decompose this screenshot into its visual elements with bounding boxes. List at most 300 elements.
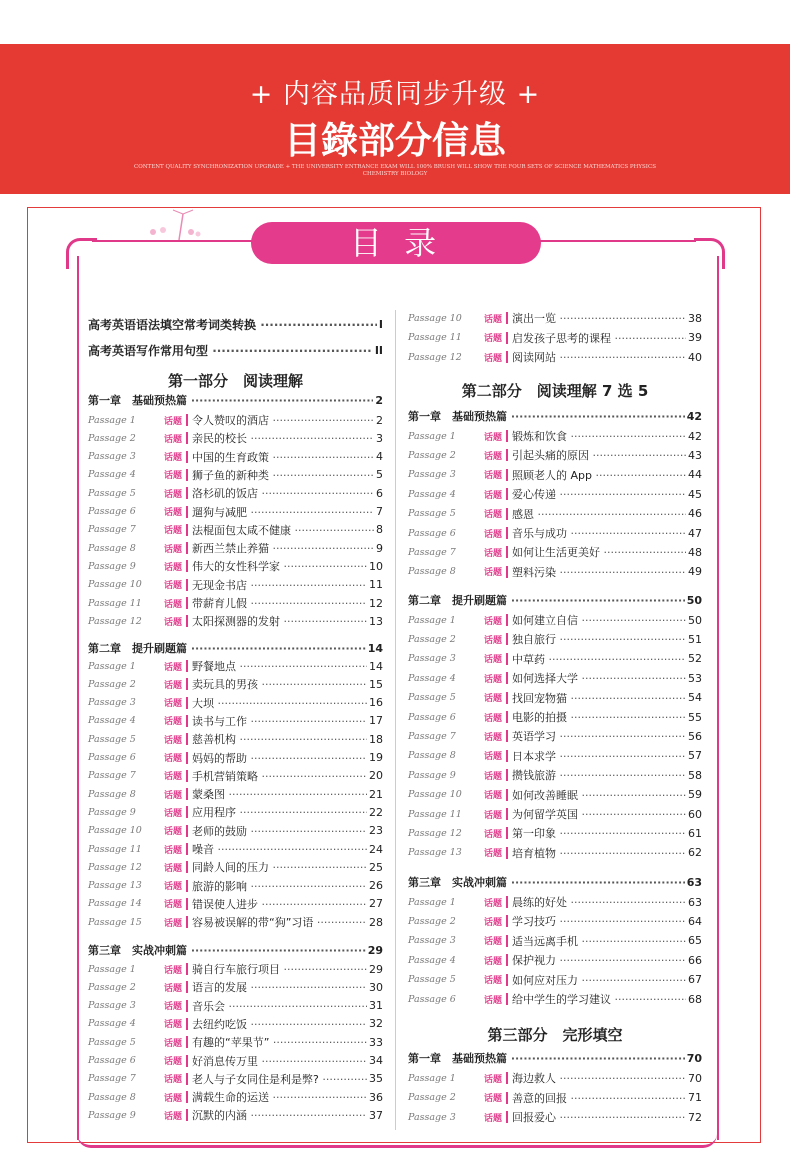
passage-label: Passage 5 xyxy=(408,692,456,704)
part-title: 第三部分 完形填空 xyxy=(487,1026,623,1044)
topic-divider xyxy=(186,678,188,690)
passage-label: Passage 2 xyxy=(408,633,456,645)
entry-page: 50 xyxy=(688,613,702,627)
entry-page: 24 xyxy=(369,842,383,856)
dandelion-icon xyxy=(143,208,203,242)
entry-title: 老人与子女同住是利是弊? ····· xyxy=(192,1071,367,1087)
entry-title: 蒙桑图 ····· xyxy=(192,786,367,802)
entry-title: 令人赞叹的酒店 ····· xyxy=(192,412,374,428)
topic-tag: 话题 xyxy=(164,508,183,518)
topic-tag: 话题 xyxy=(164,1093,183,1104)
topic-tag: 话题 xyxy=(484,353,503,364)
topic-divider xyxy=(186,597,188,609)
topic-divider xyxy=(506,546,508,558)
toc-entry xyxy=(408,1088,702,1108)
topic-divider xyxy=(506,896,508,908)
passage-label: Passage 8 xyxy=(408,750,456,762)
topic-divider xyxy=(506,508,508,520)
topic-divider xyxy=(506,974,508,986)
entry-page: 67 xyxy=(688,973,702,987)
entry-page: 62 xyxy=(688,846,702,860)
topic-tag: 话题 xyxy=(164,1038,183,1049)
topic-divider xyxy=(186,880,188,892)
entry-title: 狮子鱼的新种类 ····· xyxy=(192,467,374,483)
chapter-title: 第一章 基础预热篇 ····· xyxy=(408,408,685,424)
entry-title: 培育植物 ····· xyxy=(512,845,686,861)
entry-title: 阅读网站 ····· xyxy=(512,349,686,365)
entry-title: 中草药 ····· xyxy=(512,651,686,667)
passage-label: Passage 9 xyxy=(88,1109,136,1121)
topic-divider xyxy=(186,579,188,591)
toc-entry xyxy=(408,542,702,562)
topic-divider xyxy=(506,993,508,1005)
chapter-title: 第三章 实战冲刺篇 ····· xyxy=(88,942,366,958)
topic-divider xyxy=(186,843,188,855)
toc-entry xyxy=(408,445,702,465)
entry-title: 洛杉矶的饭店 ····· xyxy=(192,485,374,501)
toc-entry xyxy=(88,465,383,485)
chapter-heading xyxy=(88,638,383,658)
topic-tag: 话题 xyxy=(164,544,183,555)
passage-label: Passage 1 xyxy=(408,430,456,442)
passage-label: Passage 7 xyxy=(408,730,456,742)
entry-title: 保护视力 ····· xyxy=(512,952,686,968)
topic-divider xyxy=(506,769,508,781)
entry-page: 72 xyxy=(688,1110,702,1124)
entry-page: 64 xyxy=(688,914,702,928)
passage-label: Passage 12 xyxy=(408,827,462,839)
topic-divider xyxy=(186,1018,188,1030)
topic-divider xyxy=(186,806,188,818)
topic-tag: 话题 xyxy=(164,1020,183,1031)
topic-divider xyxy=(186,1109,188,1121)
topic-tag: 话题 xyxy=(484,1113,503,1124)
entry-title: 照顾老人的 App ····· xyxy=(512,467,686,483)
chapter-title: 第二章 提升刷题篇 ····· xyxy=(408,592,685,608)
entry-page: 18 xyxy=(369,732,383,746)
passage-label: Passage 12 xyxy=(408,351,462,363)
passage-label: Passage 3 xyxy=(408,653,456,665)
topic-divider xyxy=(506,566,508,578)
entry-page: 43 xyxy=(688,448,702,462)
entry-title: 锻炼和饮食 ····· xyxy=(512,428,686,444)
toc-entry xyxy=(408,649,702,669)
passage-label: Passage 2 xyxy=(88,678,136,690)
entry-title: 沉默的内涵 ····· xyxy=(192,1107,367,1123)
chapter-page: 50 xyxy=(686,593,702,607)
chapter-page: 2 xyxy=(375,393,383,407)
passage-label: Passage 3 xyxy=(88,1000,136,1012)
toc-entry xyxy=(88,912,383,932)
toc-entry xyxy=(88,802,383,822)
topic-divider xyxy=(506,614,508,626)
entry-page: 28 xyxy=(369,915,383,929)
topic-divider xyxy=(506,488,508,500)
passage-label: Passage 10 xyxy=(408,789,462,801)
passage-label: Passage 2 xyxy=(408,1092,456,1103)
topic-divider xyxy=(186,1091,188,1103)
entry-page: 61 xyxy=(688,826,702,840)
entry-title: 旅游的影响 ····· xyxy=(192,878,367,894)
toc-entry xyxy=(88,711,383,731)
topic-tag: 话题 xyxy=(484,937,503,948)
topic-tag: 话题 xyxy=(484,732,503,743)
toc-entry xyxy=(88,977,383,997)
toc-entry xyxy=(88,502,383,522)
banner-english: CONTENT QUALITY SYNCHRONIZATION UPGRADE + THE UNIVERSITY ENTRANCE EXAM WILL 100% BRUSH WILL SHOW THE FOUR SETS OF SCIENCE MATHEMATICS PHYSICS CHEMISTRY BIOLOGY xyxy=(134,164,656,177)
topic-tag: 话题 xyxy=(484,976,503,987)
passage-label: Passage 6 xyxy=(88,752,136,763)
entry-page: 3 xyxy=(376,431,383,445)
topic-divider xyxy=(186,1036,188,1048)
entry-page: 34 xyxy=(369,1054,383,1067)
passage-label: Passage 13 xyxy=(88,880,142,892)
entry-page: 47 xyxy=(688,526,702,540)
toc-entry xyxy=(88,538,383,558)
entry-page: 14 xyxy=(369,659,383,673)
toc-entry xyxy=(88,575,383,595)
entry-page: 25 xyxy=(369,860,383,874)
topic-tag: 话题 xyxy=(164,434,183,445)
entry-title: 语言的发展 ····· xyxy=(192,979,367,995)
entry-title: 如何建立自信 ····· xyxy=(512,612,686,628)
header-banner xyxy=(0,44,790,194)
passage-label: Passage 15 xyxy=(88,916,142,928)
entry-page: 65 xyxy=(688,934,702,948)
chapter-heading xyxy=(408,590,702,610)
entry-title: 如何应对压力 ····· xyxy=(512,972,686,988)
entry-page: 36 xyxy=(369,1090,383,1104)
passage-label: Passage 9 xyxy=(88,806,136,818)
entry-page: 63 xyxy=(688,895,702,909)
topic-divider xyxy=(186,615,188,627)
passage-label: Passage 4 xyxy=(88,1018,136,1030)
topic-tag: 话题 xyxy=(484,674,503,685)
entry-title: 音乐与成功 ····· xyxy=(512,525,686,541)
passage-label: Passage 3 xyxy=(408,935,456,947)
entry-page: 57 xyxy=(688,749,702,763)
topic-tag: 话题 xyxy=(164,900,183,911)
toc-entry xyxy=(408,668,702,688)
passage-label: Passage 3 xyxy=(88,697,136,709)
topic-divider xyxy=(186,432,188,444)
entry-title: 容易被误解的带“狗”习语 ····· xyxy=(192,914,367,930)
entry-title: 如何改善睡眠 ····· xyxy=(512,787,686,803)
passage-label: Passage 5 xyxy=(408,974,456,986)
toc-entry xyxy=(88,839,383,859)
chapter-page: 29 xyxy=(367,943,383,957)
passage-label: Passage 1 xyxy=(88,414,136,426)
topic-divider xyxy=(186,981,188,993)
chapter-page: I xyxy=(378,317,383,331)
topic-tag: 话题 xyxy=(164,680,183,691)
topic-tag: 话题 xyxy=(484,752,503,763)
topic-divider xyxy=(186,524,188,536)
entry-page: 56 xyxy=(688,729,702,743)
topic-tag: 话题 xyxy=(484,490,503,501)
passage-label: Passage 2 xyxy=(408,449,456,461)
topic-divider xyxy=(506,915,508,927)
entry-title: 伟大的女性科学家 ····· xyxy=(192,558,367,574)
entry-title: 有趣的“苹果节” ····· xyxy=(192,1034,367,1050)
toc-entry xyxy=(408,504,702,524)
topic-divider xyxy=(186,487,188,499)
entry-title: 音乐会 ····· xyxy=(192,998,367,1014)
chapter-heading xyxy=(88,314,383,334)
entry-page: 26 xyxy=(369,879,383,893)
topic-divider xyxy=(186,660,188,672)
chapter-page: 42 xyxy=(686,409,702,423)
topic-divider xyxy=(506,527,508,539)
chapter-title: 第一章 基础预热篇 ····· xyxy=(408,1050,685,1066)
entry-page: 30 xyxy=(369,980,383,994)
topic-tag: 话题 xyxy=(164,735,183,746)
topic-tag: 话题 xyxy=(164,772,183,783)
toc-entry xyxy=(88,959,383,979)
entry-title: 噪音 ····· xyxy=(192,841,367,857)
topic-tag: 话题 xyxy=(164,1075,183,1086)
part-title: 第一部分 阅读理解 xyxy=(167,372,303,390)
toc-entry xyxy=(88,674,383,694)
entry-title: 日本求学 ····· xyxy=(512,748,686,764)
topic-tag: 话题 xyxy=(164,918,183,929)
toc-entry xyxy=(88,1014,383,1034)
passage-label: Passage 2 xyxy=(88,432,136,444)
passage-label: Passage 12 xyxy=(88,615,142,627)
chapter-heading xyxy=(408,872,702,892)
toc-entry xyxy=(408,426,702,446)
toc-entry xyxy=(88,996,383,1016)
topic-tag: 话题 xyxy=(484,810,503,821)
passage-label: Passage 7 xyxy=(88,524,136,536)
toc-entry xyxy=(88,766,383,786)
toc-entry xyxy=(88,1069,383,1089)
entry-page: 17 xyxy=(369,714,383,728)
entry-title: 法棍面包太咸不健康 ····· xyxy=(192,522,374,538)
toc-panel-bottom xyxy=(77,1133,717,1148)
topic-tag: 话题 xyxy=(164,599,183,610)
topic-divider xyxy=(506,808,508,820)
topic-divider xyxy=(506,1092,508,1104)
entry-page: 2 xyxy=(376,413,383,427)
topic-tag: 话题 xyxy=(484,471,503,482)
topic-tag: 话题 xyxy=(484,849,503,860)
passage-label: Passage 6 xyxy=(88,1055,136,1066)
toc-entry xyxy=(408,1068,702,1088)
topic-tag: 话题 xyxy=(484,791,503,802)
chapter-title: 第二章 提升刷题篇 ····· xyxy=(88,640,366,656)
passage-label: Passage 5 xyxy=(88,733,136,745)
chapter-heading xyxy=(408,1048,702,1068)
entry-title: 为何留学英国 ····· xyxy=(512,806,686,822)
topic-tag: 话题 xyxy=(484,432,503,443)
topic-tag: 话题 xyxy=(484,995,503,1006)
passage-label: Passage 4 xyxy=(88,469,136,481)
entry-page: 5 xyxy=(376,468,383,482)
topic-tag: 话题 xyxy=(164,882,183,893)
toc-entry xyxy=(88,784,383,804)
passage-label: Passage 8 xyxy=(88,1091,136,1103)
title-rule-left xyxy=(92,240,252,242)
toc-entry xyxy=(408,465,702,485)
topic-tag: 话题 xyxy=(164,1002,183,1013)
passage-label: Passage 7 xyxy=(408,546,456,558)
topic-tag: 话题 xyxy=(164,717,183,728)
toc-entry xyxy=(408,823,702,843)
chapter-heading xyxy=(88,940,383,960)
entry-page: 55 xyxy=(688,710,702,724)
topic-divider xyxy=(186,506,188,518)
entry-page: 37 xyxy=(369,1108,383,1122)
toc-entry xyxy=(408,629,702,649)
entry-title: 演出一览 ····· xyxy=(512,310,686,326)
passage-label: Passage 10 xyxy=(88,579,142,591)
entry-title: 手机营销策略 ····· xyxy=(192,768,367,784)
topic-tag: 话题 xyxy=(484,898,503,909)
topic-tag: 话题 xyxy=(484,334,503,344)
passage-label: Passage 11 xyxy=(88,597,142,609)
topic-divider xyxy=(186,560,188,572)
entry-title: 同龄人间的压力 ····· xyxy=(192,859,367,875)
chapter-heading xyxy=(88,340,383,360)
entry-page: 71 xyxy=(688,1091,702,1104)
topic-tag: 话题 xyxy=(484,829,503,840)
entry-title: 学习技巧 ····· xyxy=(512,913,686,929)
entry-page: 31 xyxy=(369,999,383,1013)
topic-tag: 话题 xyxy=(164,699,183,710)
passage-label: Passage 4 xyxy=(408,672,456,684)
toc-entry xyxy=(88,821,383,841)
entry-page: 32 xyxy=(369,1017,383,1031)
topic-tag: 话题 xyxy=(164,754,183,764)
banner-title: 目錄部分信息 xyxy=(284,119,506,162)
toc-entry xyxy=(408,562,702,582)
toc-entry xyxy=(408,950,702,970)
passage-label: Passage 3 xyxy=(408,469,456,481)
entry-title: 给中学生的学习建议 ····· xyxy=(512,991,686,1007)
entry-title: 妈妈的帮助 ····· xyxy=(192,750,367,766)
toc-entry xyxy=(88,428,383,448)
entry-page: 40 xyxy=(688,350,702,364)
topic-tag: 话题 xyxy=(484,956,503,967)
entry-page: 29 xyxy=(369,962,383,976)
passage-label: Passage 8 xyxy=(88,542,136,554)
passage-label: Passage 11 xyxy=(408,332,462,343)
entry-page: 51 xyxy=(688,632,702,646)
passage-label: Passage 3 xyxy=(88,451,136,463)
chapter-title: 第一章 基础预热篇 ····· xyxy=(88,392,373,408)
toc-entry xyxy=(408,804,702,824)
topic-tag: 话题 xyxy=(484,451,503,462)
toc-entry xyxy=(408,765,702,785)
entry-page: 33 xyxy=(369,1035,383,1049)
entry-title: 爱心传递 ····· xyxy=(512,486,686,502)
topic-tag: 话题 xyxy=(484,1094,503,1104)
toc-entry xyxy=(408,746,702,766)
toc-entry xyxy=(88,656,383,676)
entry-page: 42 xyxy=(688,429,702,443)
topic-tag: 话题 xyxy=(164,453,183,464)
toc-entry xyxy=(408,989,702,1009)
topic-divider xyxy=(506,730,508,742)
passage-label: Passage 3 xyxy=(408,1111,456,1123)
topic-divider xyxy=(186,861,188,873)
entry-page: 46 xyxy=(688,507,702,521)
topic-tag: 话题 xyxy=(484,917,503,928)
topic-divider xyxy=(186,1073,188,1085)
topic-divider xyxy=(186,469,188,481)
topic-divider xyxy=(186,697,188,709)
entry-title: 找回宠物猫 ····· xyxy=(512,690,686,706)
entry-title: 如何让生活更美好 ····· xyxy=(512,544,686,560)
column-divider xyxy=(395,310,396,1130)
passage-label: Passage 6 xyxy=(408,527,456,539)
topic-tag: 话题 xyxy=(164,562,183,573)
banner-subtitle: + 内容品质同步升级 + xyxy=(249,79,541,110)
entry-page: 35 xyxy=(369,1072,383,1086)
toc-entry xyxy=(408,308,702,328)
topic-tag: 话题 xyxy=(164,1111,183,1122)
toc-entry xyxy=(88,447,383,467)
topic-tag: 话题 xyxy=(164,489,183,500)
topic-divider xyxy=(186,542,188,554)
topic-divider xyxy=(186,1055,188,1067)
entry-page: 58 xyxy=(688,768,702,782)
entry-title: 攒钱旅游 ····· xyxy=(512,767,686,783)
entry-title: 骑自行车旅行项目 ····· xyxy=(192,961,367,977)
passage-label: Passage 1 xyxy=(88,963,136,975)
entry-title: 错误使人进步 ····· xyxy=(192,896,367,912)
entry-page: 54 xyxy=(688,691,702,705)
topic-tag: 话题 xyxy=(484,529,503,540)
topic-divider xyxy=(506,469,508,481)
topic-divider xyxy=(186,1000,188,1012)
topic-divider xyxy=(186,715,188,727)
topic-divider xyxy=(186,414,188,426)
topic-tag: 话题 xyxy=(164,617,183,628)
passage-label: Passage 12 xyxy=(88,861,142,873)
topic-tag: 话题 xyxy=(484,548,503,559)
entry-title: 回报爱心 ····· xyxy=(512,1109,686,1125)
passage-label: Passage 7 xyxy=(88,770,136,782)
toc-entry xyxy=(408,892,702,912)
toc-entry xyxy=(408,970,702,990)
topic-tag: 话题 xyxy=(164,581,183,592)
passage-label: Passage 14 xyxy=(88,898,142,910)
passage-label: Passage 1 xyxy=(88,660,136,672)
toc-entry xyxy=(408,707,702,727)
entry-title: 遛狗与减肥 ····· xyxy=(192,504,374,520)
topic-divider xyxy=(186,788,188,800)
passage-label: Passage 11 xyxy=(408,808,462,820)
topic-divider xyxy=(506,1111,508,1123)
chapter-title: 第三章 实战冲刺篇 ····· xyxy=(408,874,685,890)
toc-entry xyxy=(88,1105,383,1125)
topic-divider xyxy=(186,733,188,745)
topic-tag: 话题 xyxy=(484,314,503,325)
topic-divider xyxy=(506,711,508,723)
passage-label: Passage 6 xyxy=(408,711,456,723)
topic-divider xyxy=(506,449,508,461)
topic-tag: 话题 xyxy=(164,662,183,673)
passage-label: Passage 4 xyxy=(88,715,136,727)
toc-entry xyxy=(88,556,383,576)
topic-divider xyxy=(506,351,508,363)
toc-entry xyxy=(88,593,383,613)
passage-label: Passage 2 xyxy=(88,981,136,993)
chapter-heading xyxy=(88,390,383,410)
entry-title: 带薪育儿假 ····· xyxy=(192,595,367,611)
